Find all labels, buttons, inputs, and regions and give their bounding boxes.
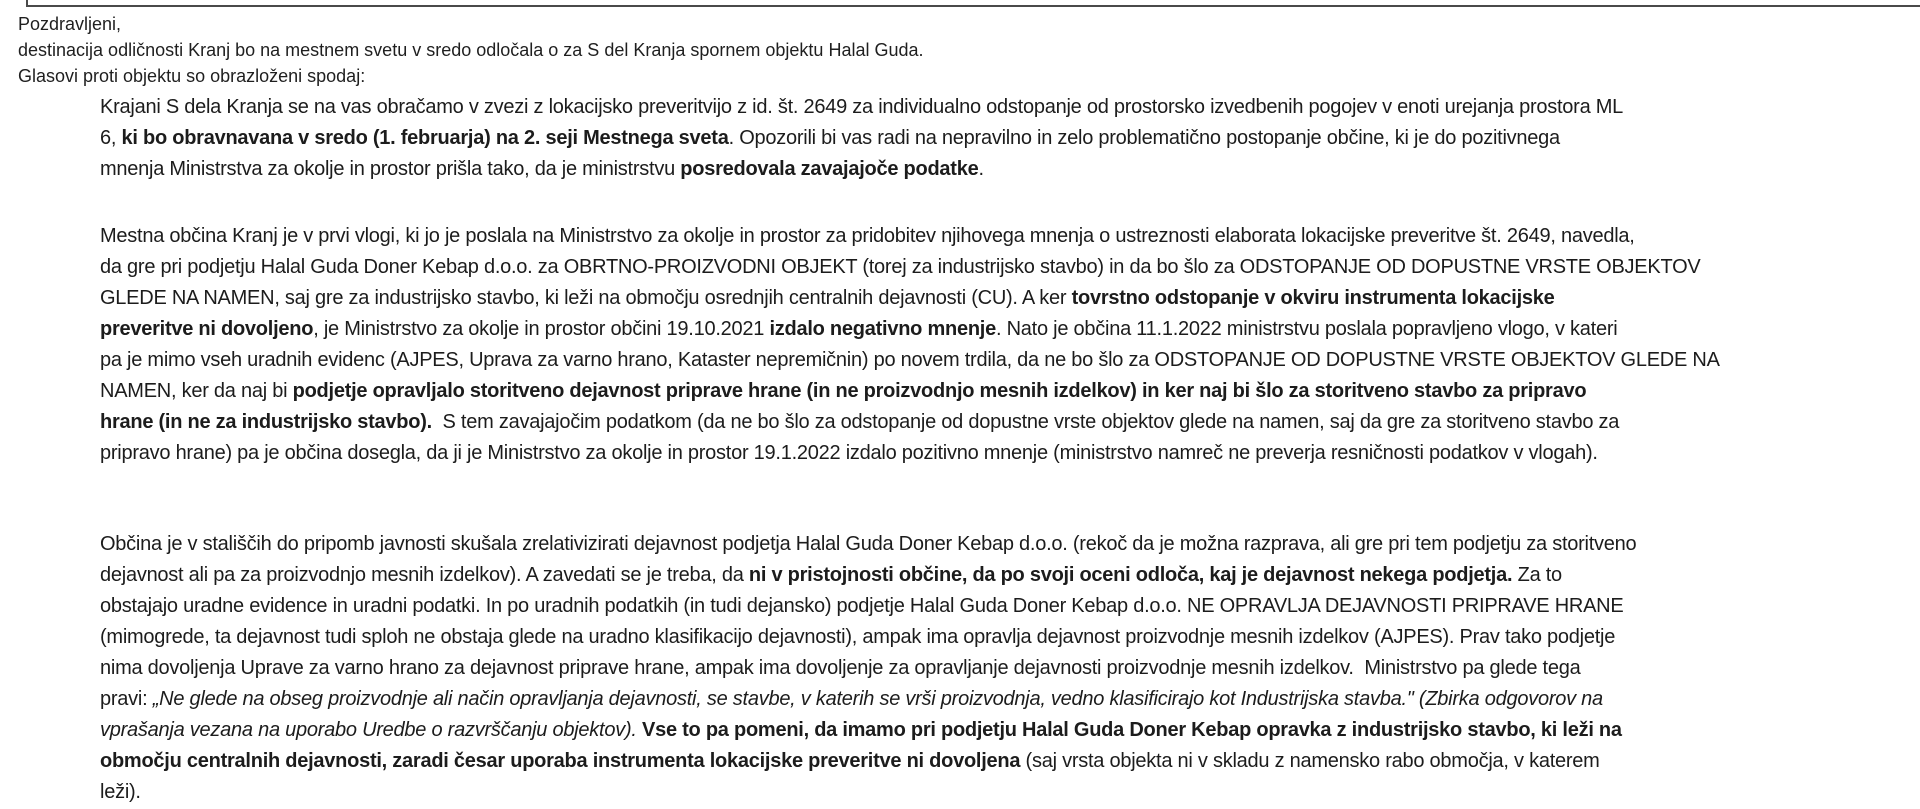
text-segment: GLEDE NA NAMEN, saj gre za industrijsko stavbo, ki leži na območju osrednjih centralnih dejavnosti (CU). A ker (100, 287, 1072, 309)
text-segment: ki bo obravnavana v sredo (1. februarja) na 2. seji Mestnega sveta (121, 127, 729, 149)
text-segment: „Ne glede na obseg proizvodnje ali način opravljanja dejavnosti, se stavbe, v katerih se vrši proizvodnja, vedno klasificirajo kot Industrijska stavba." (Zbirka odgovorov na (152, 688, 1603, 710)
text-line (100, 376, 1920, 407)
text-line (100, 777, 1920, 808)
text-line (100, 221, 1920, 252)
text-line (100, 283, 1920, 314)
greeting-line-1: Pozdravljeni, (18, 14, 122, 34)
text-segment: , je Ministrstvo za okolje in prostor občini 19.10.2021 (313, 318, 770, 340)
text-segment: vprašanja vezana na uporabo Uredbe o razvrščanju objektov). (100, 719, 637, 741)
frame-top-border (26, 5, 1920, 7)
text-line (100, 314, 1920, 345)
text-line (100, 715, 1920, 746)
text-segment: Mestna občina Kranj je v prvi vlogi, ki jo je poslala na Ministrstvo za okolje in prostor za pridobitev njihovega mnenja o ustreznosti elaborata lokacijske preveritve št. 2649, navedla, (100, 225, 1635, 247)
text-segment: 6, (100, 127, 122, 149)
text-line (100, 345, 1920, 376)
text-segment: . Opozorili bi vas radi na nepravilno in zelo problematično postopanje občine, ki je do pozitivnega (728, 127, 1560, 149)
text-segment: pa je mimo vseh uradnih evidenc (AJPES, Uprava za varno hrano, Kataster nepremičnin) po novem trdila, da ne bo šlo za ODSTOPANJE OD DOPUSTNE VRSTE OBJEKTOV GLEDE NA (100, 349, 1720, 371)
text-line (100, 529, 1920, 560)
text-segment: Za to (1512, 564, 1562, 586)
text-line (100, 154, 1920, 185)
text-segment: mnenja Ministrstva za okolje in prostor prišla tako, da je ministrstvu (100, 158, 681, 180)
text-segment: območju centralnih dejavnosti, zaradi česar uporaba instrumenta lokacijske preveritve ni dovoljena (100, 750, 1021, 772)
quote-paragraph (100, 92, 1920, 185)
text-segment: hrane (in ne za industrijsko stavbo). (100, 411, 432, 433)
text-segment: leži). (100, 781, 141, 803)
text-line (100, 560, 1920, 591)
greeting-line-2: destinacija odličnosti Kranj bo na mestnem svetu v sredo odločala o za S del Kranja spornem objektu Halal Guda. (18, 40, 924, 60)
text-segment: izdalo negativno mnenje (769, 318, 996, 340)
text-segment: . Nato je občina 11.1.2022 ministrstvu poslala popravljeno vlogo, v kateri (995, 318, 1618, 340)
text-segment: da gre pri podjetju Halal Guda Doner Kebap d.o.o. za OBRTNO-PROIZVODNI OBJEKT (torej za industrijsko stavbo) in da bo šlo za ODSTOPANJE OD DOPUSTNE VRSTE OBJEKTOV (100, 256, 1701, 278)
text-line (100, 123, 1920, 154)
text-line (100, 684, 1920, 715)
text-segment: preveritve ni dovoljeno (100, 318, 314, 340)
text-segment: posredovala zavajajoče podatke (680, 158, 979, 180)
text-segment: ni v pristojnosti občine, da po svoji oceni odloča, kaj je dejavnost nekega podjetja. (748, 564, 1513, 586)
text-segment: Občina je v stališčih do pripomb javnosti skušala zrelativizirati dejavnost podjetja Halal Guda Doner Kebap d.o.o. (rekoč da je možna razprava, ali gre pri tem podjetju za storitveno (100, 533, 1637, 555)
text-segment: podjetje opravljalo storitveno dejavnost priprave hrane (in ne proizvodnjo mesnih izdelkov) in ker naj bi šlo za storitveno stavbo za pripravo (292, 380, 1587, 402)
frame-left-border-tick (26, 0, 28, 7)
quote-paragraph (100, 221, 1920, 469)
text-line (100, 92, 1920, 123)
text-line (100, 653, 1920, 684)
text-line (100, 438, 1920, 469)
text-segment: (mimogrede, ta dejavnost tudi sploh ne obstaja glede na uradno klasifikacijo dejavnosti), ampak ima opravlja dejavnost proizvodnje mesnih izdelkov (AJPES). Prav tako podjetje (100, 626, 1616, 648)
text-segment: . (978, 158, 984, 180)
text-segment: tovrstno odstopanje v okviru instrumenta lokacijske (1071, 287, 1555, 309)
text-segment: S tem zavajajočim podatkom (da ne bo šlo za odstopanje od dopustne vrste objektov glede na namen, saj da gre za storitveno stavbo za (431, 411, 1620, 433)
text-line (100, 591, 1920, 622)
text-segment: NAMEN, ker da naj bi (100, 380, 293, 402)
greeting-line-3: Glasovi proti objektu so obrazloženi spodaj: (18, 66, 366, 86)
text-segment: Krajani S dela Kranja se na vas obračamo v zvezi z lokacijsko preveritvijo z id. št. 2649 za individualno odstopanje od prostorsko izvedbenih pogojev v enoti urejanja prostora ML (100, 96, 1624, 118)
text-segment: nima dovoljenja Uprave za varno hrano za dejavnost priprave hrane, ampak ima dovoljenje za opravljanje dejavnosti proizvodnje mesnih izdelkov. Ministrstvo pa glede tega (100, 657, 1581, 679)
text-segment: dejavnost ali pa za proizvodnjo mesnih izdelkov). A zavedati se je treba, da (100, 564, 749, 586)
quoted-message-block (100, 92, 1920, 808)
text-segment: obstajajo uradne evidence in uradni podatki. In po uradnih podatkih (in tudi dejansko) podjetje Halal Guda Doner Kebap d.o.o. NE OPRAVLJA DEJAVNOSTI PRIPRAVE HRANE (100, 595, 1624, 617)
greeting-block (18, 11, 924, 89)
text-line (100, 746, 1920, 777)
text-line (100, 622, 1920, 653)
text-line (100, 407, 1920, 438)
text-segment: pravi: (100, 688, 153, 710)
quote-paragraph (100, 529, 1920, 808)
text-line (100, 252, 1920, 283)
text-segment: (saj vrsta objekta ni v skladu z namensko rabo območja, v katerem (1020, 750, 1600, 772)
text-segment: pripravo hrane) pa je občina dosegla, da ji je Ministrstvo za okolje in prostor 19.1.2022 izdalo pozitivno mnenje (ministrstvo namreč ne preverja resničnosti podatkov v vlogah). (100, 442, 1598, 464)
text-segment: Vse to pa pomeni, da imamo pri podjetju Halal Guda Doner Kebap opravka z industrijsko stavbo, ki leži na (642, 719, 1622, 741)
